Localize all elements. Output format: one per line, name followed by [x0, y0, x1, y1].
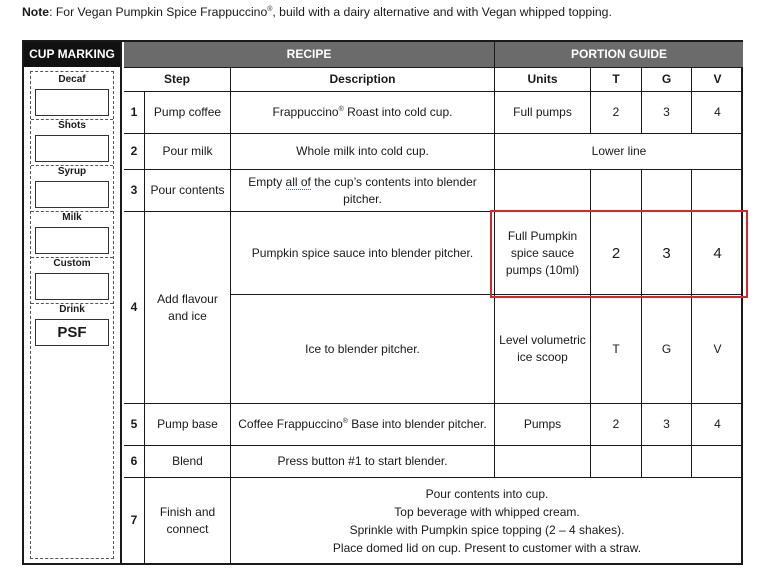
grande-value [642, 446, 692, 478]
step-number: 2 [124, 134, 145, 170]
registered-mark: ® [338, 106, 344, 113]
tall-column-header: T [591, 67, 642, 92]
syrup-label: Syrup [57, 166, 87, 177]
step-name: Pour milk [145, 134, 231, 170]
grande-value: 3 [642, 92, 692, 134]
venti-column-header: V [692, 67, 743, 92]
step-number: 6 [124, 446, 145, 478]
custom-label: Custom [53, 258, 91, 269]
portion-units: Full Pumpkin spice sauce pumps (10ml) [495, 212, 591, 295]
description-emphasis: all of [285, 174, 311, 189]
cup-marking-column [24, 42, 122, 563]
step-description [231, 92, 495, 134]
step-name: Pump base [145, 404, 231, 446]
drink-box: PSF [35, 319, 109, 346]
decaf-box [35, 89, 109, 116]
milk-label: Milk [62, 212, 82, 223]
tall-value [591, 446, 642, 478]
step-name: Finish and connect [145, 478, 231, 563]
step-description: Press button #1 to start blender. [231, 446, 495, 478]
portion-units: Level volumetric ice scoop [495, 295, 591, 404]
shots-label: Shots [58, 120, 86, 131]
venti-value: 4 [692, 212, 743, 295]
venti-value: 4 [692, 404, 743, 446]
finish-instructions [231, 478, 743, 563]
instruction-line: Place domed lid on cup. Present to customer with a straw. [332, 540, 642, 555]
step-description [231, 170, 495, 212]
note-part1: : For Vegan Pumpkin Spice Frappuccino [49, 5, 268, 19]
cup-marking-boxes [30, 71, 114, 559]
note-text [22, 5, 752, 19]
description-text: Coffee Frappuccino [238, 417, 343, 431]
step-name: Add flavour and ice [145, 212, 231, 404]
step-description [231, 404, 495, 446]
description-text: Base into blender pitcher. [347, 417, 487, 431]
description-column-header: Description [231, 67, 495, 92]
cup-marking-title: CUP MARKING [24, 42, 120, 67]
shots-box [35, 135, 109, 162]
venti-value [692, 170, 743, 212]
note-label: Note [22, 5, 50, 19]
step-number: 4 [124, 212, 145, 404]
portion-units [495, 170, 591, 212]
highlight-box [490, 210, 748, 298]
step-name: Blend [145, 446, 231, 478]
portion-units [495, 446, 591, 478]
portion-lower-line: Lower line [495, 134, 743, 170]
description-text: Roast into cold cup. [343, 105, 453, 119]
step-column-header: Step [124, 67, 231, 92]
venti-value: V [692, 295, 743, 404]
milk-box [35, 227, 109, 254]
note-part2: , build with a dairy alternative and with Vegan whipped topping. [272, 5, 612, 19]
description-text: the cup’s contents into blender pitcher. [310, 174, 477, 206]
step-description: Whole milk into cold cup. [231, 134, 495, 170]
description-text: Frappuccino [272, 105, 339, 119]
custom-box [35, 273, 109, 300]
tall-value: 2 [591, 212, 642, 295]
grande-value [642, 170, 692, 212]
registered-mark: ® [267, 5, 273, 13]
step-name: Pump coffee [145, 92, 231, 134]
step-description: Ice to blender pitcher. [231, 295, 495, 404]
step-name: Pour contents [145, 170, 231, 212]
syrup-box [35, 181, 109, 208]
tall-value: 2 [591, 92, 642, 134]
recipe-card [22, 40, 743, 565]
tall-value: 2 [591, 404, 642, 446]
grande-column-header: G [642, 67, 692, 92]
portion-units: Pumps [495, 404, 591, 446]
description-text: Empty [248, 174, 286, 189]
venti-value: 4 [692, 92, 743, 134]
step-number: 1 [124, 92, 145, 134]
grande-value: 3 [642, 404, 692, 446]
tall-value [591, 170, 642, 212]
recipe-header: RECIPE [124, 42, 495, 67]
step-number: 5 [124, 404, 145, 446]
venti-value [692, 446, 743, 478]
grande-value: 3 [642, 212, 692, 295]
drink-label: Drink [59, 304, 85, 315]
instruction-line: Sprinkle with Pumpkin spice topping (2 – 4 shakes). [349, 522, 625, 537]
instruction-line: Top beverage with whipped cream. [394, 504, 580, 519]
portion-units: Full pumps [495, 92, 591, 134]
tall-value: T [591, 295, 642, 404]
registered-mark: ® [342, 418, 348, 425]
step-description: Pumpkin spice sauce into blender pitcher. [231, 212, 495, 295]
instruction-line: Pour contents into cup. [425, 486, 549, 501]
decaf-label: Decaf [58, 74, 86, 85]
portion-guide-header: PORTION GUIDE [495, 42, 743, 67]
step-number: 7 [124, 478, 145, 563]
units-column-header: Units [495, 67, 591, 92]
step-number: 3 [124, 170, 145, 212]
grande-value: G [642, 295, 692, 404]
